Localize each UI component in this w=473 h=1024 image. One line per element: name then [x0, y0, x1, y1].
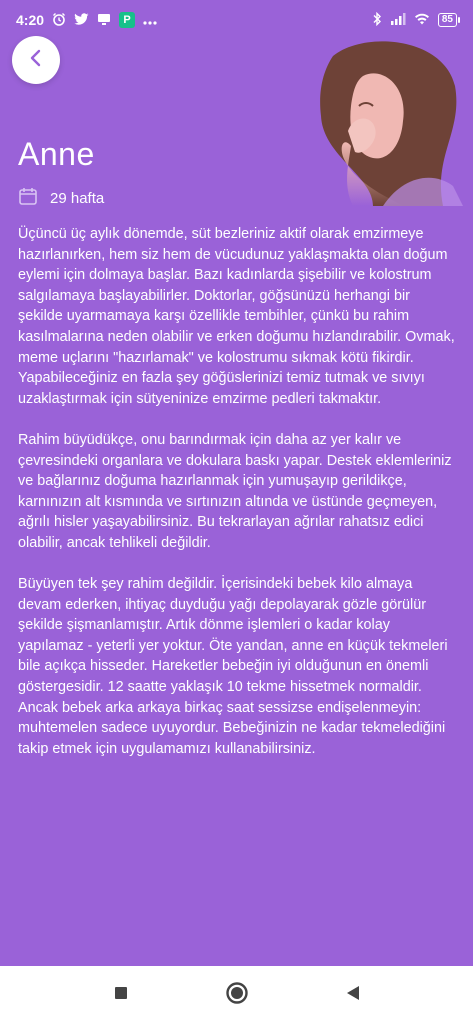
status-right: [372, 12, 457, 28]
alarm-icon: [52, 12, 66, 28]
back-button[interactable]: [12, 36, 60, 84]
signal-icon: [390, 13, 406, 27]
article-content: [18, 224, 458, 780]
paragraph: Rahim büyüdükçe, onu barındırmak için daha az yer kalır ve çevresindeki organlara ve dokulara baskı yapar. Destek eklemleriniz ve bağlarınız doğuma hazırlanmak için yumuşayıp gerildikçe, karnınızın alt kısmında ve sırtınızın altında ve üstünde geçmeyen, ağrılı hisler yaşayabilirsiniz. Bu tekrarlayan ağrılar rahatsız edici olabilir, ancak tehlikeli değildir.: [18, 431, 452, 551]
system-nav-bar: [0, 966, 473, 1024]
home-button[interactable]: [221, 979, 253, 1011]
recents-button[interactable]: [105, 979, 137, 1011]
circle-icon: [225, 981, 249, 1010]
app-badge-icon: P: [119, 12, 135, 28]
wifi-icon: [414, 13, 430, 27]
paragraph: Üçüncü üç aylık dönemde, süt bezleriniz aktif olarak emzirmeye hazırlanırken, hem siz hem de vücudunuz yaklaşmakta olan doğum eylemi için dolmaya başlar. Bazı kadınlarda şişebilir ve kolostrum salgılamaya başlayabilirler. Doktorlar, göğsünüzü herhangi bir şekilde uyarmamaya karşı özellikle tembihler, çünkü bu rahim kasılmalarına neden olabilir ve erken doğumu hızlandırabilir. Ovmak, meme uçlarını "hazırlamak" ve kolostrumu sıkmak kötü fikirdir. Yapabileceğiniz en fazla şey göğüslerinizi temiz tutmak ve sıvıyı uzaklaştırmak için sütyeninize emzirme pedleri takmaktır.: [18, 226, 455, 407]
paragraph: Büyüyen tek şey rahim değildir. İçerisindeki bebek kilo almaya devam ederken, ihtiyaç duyduğu yağı depolayarak gözle görülür şekilde şişmanlamıştır. Artık dönme işlemleri o kadar kolay yapılamaz - yeterli yer yoktur. Öte yandan, anne en küçük tekmeleri bile açıkça hisseder. Hareketler bebeğin iyi olduğunun en önemli göstergesidir. 12 saatte yaklaşık 10 tekme hissetmek normaldir. Ancak bebek arka arkaya birkaç saat sessizse endişelenmeyin: muhtemelen sadece uyuyordur. Bebeğinizin ne kadar tekmelediğini takip etmek için uygulamamızı kullanabilirsiniz.: [18, 576, 448, 757]
week-info: [18, 186, 104, 210]
status-time: 4:20: [16, 12, 45, 28]
battery-indicator: 85: [438, 13, 457, 27]
square-icon: [113, 985, 129, 1006]
calendar-icon: [18, 186, 38, 210]
bluetooth-icon: [372, 12, 382, 28]
triangle-back-icon: [345, 984, 361, 1007]
chevron-left-icon: [28, 49, 44, 72]
page-title: Anne: [18, 136, 95, 172]
more-dots-icon: [143, 14, 157, 27]
status-left: [16, 12, 157, 28]
notification-icon: [97, 13, 111, 28]
twitter-icon: [74, 13, 89, 28]
system-back-button[interactable]: [337, 979, 369, 1011]
week-label: 29 hafta: [50, 189, 105, 207]
mother-illustration: [293, 36, 463, 206]
status-bar: [0, 0, 473, 40]
